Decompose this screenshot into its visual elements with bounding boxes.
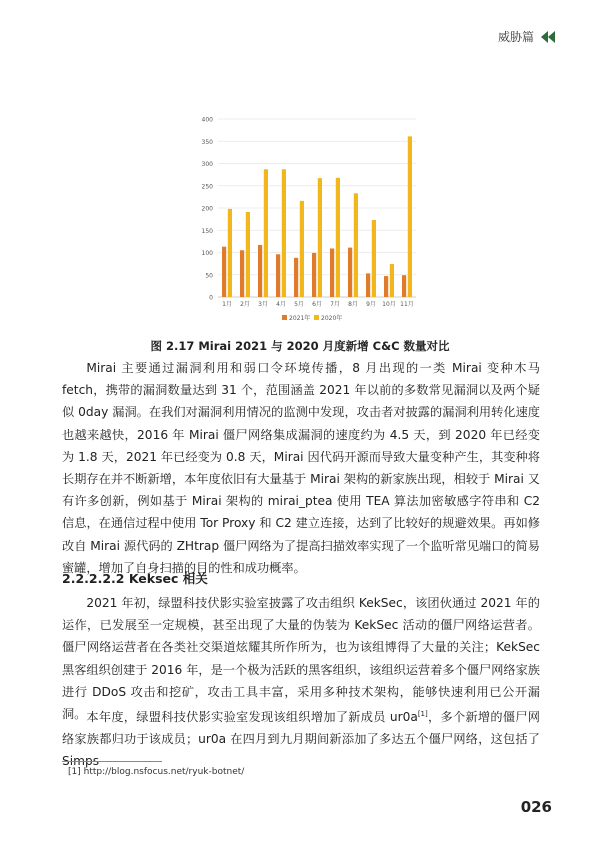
x-tick-label: 1月 [222, 301, 232, 308]
legend-swatch [282, 315, 287, 320]
double-chevron-left-icon [540, 31, 556, 43]
page-number: 026 [520, 798, 552, 816]
y-tick-label: 100 [201, 250, 213, 257]
y-tick-label: 300 [201, 161, 213, 168]
bar-2020年-2月 [246, 212, 250, 297]
bar-2021年-10月 [384, 276, 388, 297]
bar-2020年-10月 [390, 264, 394, 297]
y-tick-label: 350 [201, 138, 213, 146]
bar-2021年-2月 [240, 250, 244, 297]
y-tick-label: 400 [201, 116, 213, 124]
paragraph-keksec: 2021 年初，绿盟科技伏影实验室披露了攻击组织 KekSec，该团伙通过 2021 年的运作，已发展至一定规模，甚至出现了大量的伪装为 KekSec 活动的僵尸网络运营者。僵尸网络运营者在各类社交渠道炫耀其所作所为，也为该组博得了大量的关注；KekSec 黑客组织创建于 2016 年，是一个极为活跃的黑客组织，该组织运营着多个僵尸网络家族进行 DDoS 攻击和挖矿，攻击工具丰富，采用多种技术架构，能够快速利用已公开漏洞。 [62, 596, 540, 722]
legend-swatch [314, 315, 319, 320]
y-tick-label: 50 [205, 272, 213, 280]
paragraph-mirai: Mirai 主要通过漏洞利用和弱口令环境传播，8 月出现的一类 Mirai 变种木马 fetch，携带的漏洞数量达到 31 个，范围涵盖 2021 年以前的多数常见漏洞以及两个疑似 0day 漏洞。在我们对漏洞利用情况的监测中发现，攻击者对披露的漏洞利用转化速度也越来越快，2016 年 Mirai 僵尸网络集成漏洞的速度约为 4.5 天，到 2020 年已经变为 1.8 天，2021 年已经变为 0.8 天，Mirai 因代码开源而导致大量变种产生，其变种将长期存在并不断新增，本年度依旧有大量基于 Mirai 架构的新家族出现，相较于 Mirai 又有许多创新，例如基于 Mirai 架构的 mirai_ptea 使用 TEA 算法加密敏感字符串和 C2 信息，在通信过程中使用 Tor Proxy 和 C2 建立连接，达到了比较好的规避效果。再如修改自 Mirai 源代码的 ZHtrap 僵尸网络为了提高扫描效率实现了一个监听常见端口的简易蜜罐，增加了自身扫描的目的性和成功概率。 [62, 361, 540, 575]
figure-caption: 图 2.17 Mirai 2021 与 2020 月度新增 C&C 数量对比 [150, 339, 450, 353]
bar-2020年-8月 [354, 193, 358, 297]
y-tick-label: 150 [201, 227, 213, 235]
legend-label: 2020年 [321, 315, 343, 322]
bar-2021年-4月 [276, 254, 280, 297]
bar-2021年-3月 [258, 245, 262, 297]
bar-2020年-5月 [300, 201, 304, 297]
x-tick-label: 4月 [276, 301, 286, 308]
bar-chart [190, 110, 425, 328]
x-tick-label: 8月 [348, 301, 358, 308]
bar-2020年-9月 [372, 220, 376, 297]
bar-2020年-4月 [282, 169, 286, 297]
bar-2020年-3月 [264, 169, 268, 297]
bar-2021年-9月 [366, 273, 370, 297]
bar-2021年-7月 [330, 248, 334, 297]
x-tick-label: 6月 [312, 301, 322, 308]
paragraph-ur0a-text: 本年度，绿盟科技伏影实验室发现该组织增加了新成员 ur0a [86, 710, 418, 725]
x-tick-label: 5月 [294, 301, 304, 308]
x-tick-label: 3月 [258, 301, 268, 308]
section-title: 威胁篇 [497, 30, 534, 44]
footnote-ref[interactable]: [1] [417, 710, 428, 718]
bar-2021年-11月 [402, 275, 406, 297]
x-tick-label: 9月 [366, 301, 376, 308]
bar-2021年-6月 [312, 253, 316, 297]
paragraph-ur0a [62, 703, 540, 773]
bar-2020年-7月 [336, 178, 340, 297]
bar-2021年-8月 [348, 248, 352, 297]
y-tick-label: 200 [201, 205, 213, 213]
footnote-divider [62, 761, 162, 762]
x-tick-label: 10月 [382, 301, 396, 308]
bar-2020年-6月 [318, 178, 322, 297]
x-tick-label: 2月 [240, 301, 250, 308]
footnote: [1] http://blog.nsfocus.net/ryuk-botnet/ [68, 767, 245, 777]
x-tick-label: 7月 [330, 301, 340, 308]
paragraph-ur0a-text-cont: ，多个新增的僵尸网络家族都归功于该成员；ur0a 在四月到九月期间新添加了多达五个僵尸网络，这包括了 Simps [62, 710, 540, 769]
bar-2021年-1月 [222, 247, 226, 297]
section-heading-keksec: 2.2.2.2.2 Keksec 相关 [62, 571, 208, 586]
page-header [498, 28, 556, 45]
legend-label: 2021年 [289, 315, 311, 322]
bar-2020年-1月 [228, 209, 232, 297]
bar-2020年-11月 [408, 136, 412, 297]
y-tick-label: 0 [209, 294, 213, 302]
x-tick-label: 11月 [400, 301, 414, 308]
y-tick-label: 250 [201, 183, 213, 191]
bar-2021年-5月 [294, 258, 298, 297]
